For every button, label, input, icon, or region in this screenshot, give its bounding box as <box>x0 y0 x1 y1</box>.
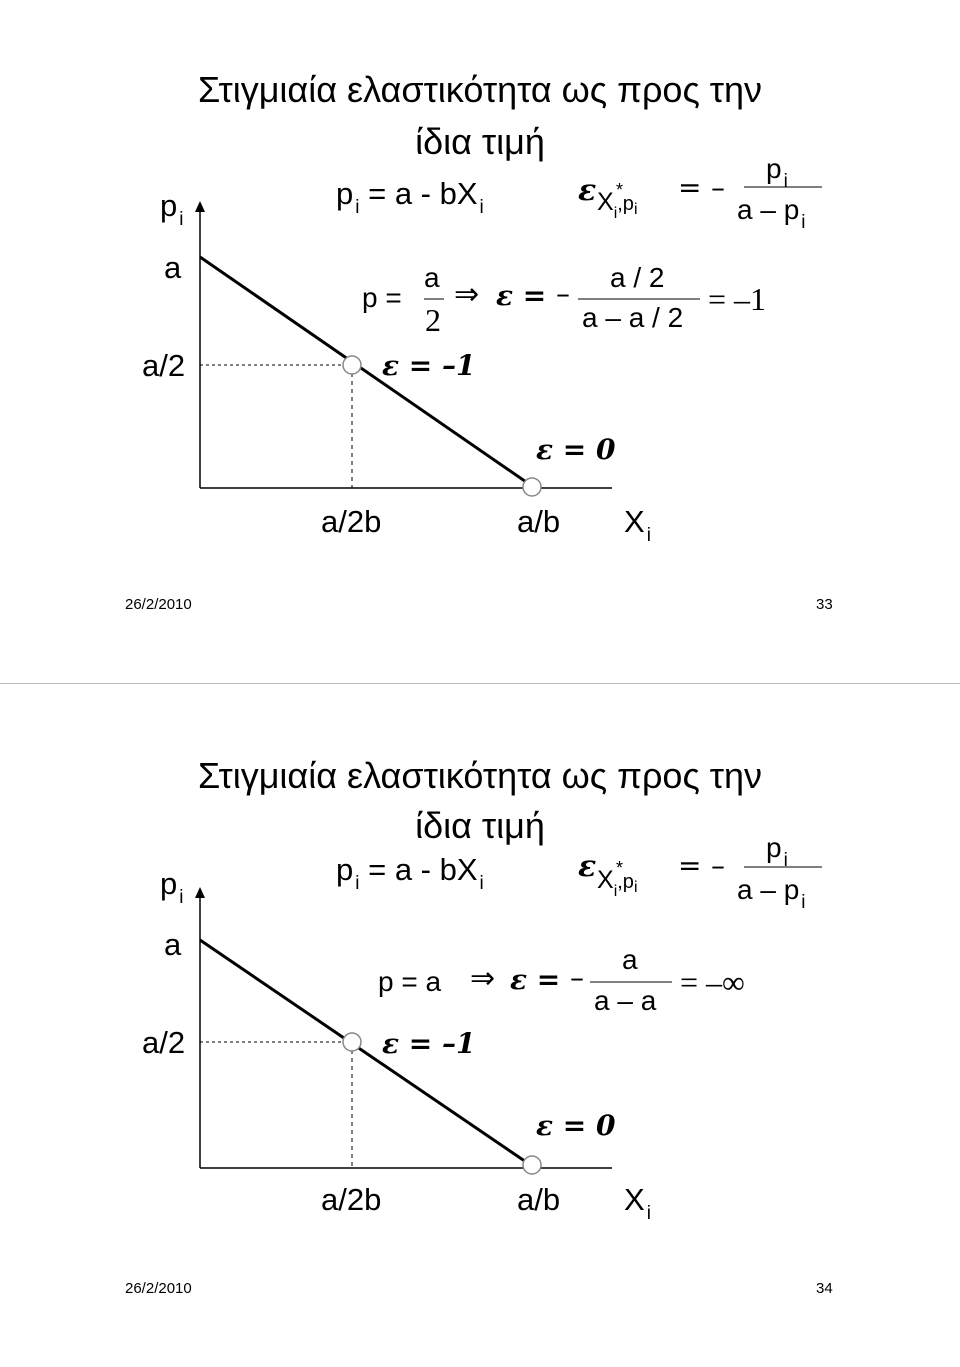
implies-arrow: ⇒ <box>454 277 480 312</box>
point-zero-elastic <box>523 478 541 496</box>
y-tick-a-half: a/2 <box>142 1025 186 1060</box>
point-unit-elastic <box>343 356 361 374</box>
footer-date: 26/2/2010 <box>125 596 192 613</box>
x-tick-a-2b: a/2b <box>321 1182 382 1217</box>
point-unit-elastic <box>343 1033 361 1051</box>
x-axis-label: X $_i$ <box>624 504 651 546</box>
y-axis-label: p $_i$ <box>160 188 184 230</box>
y-tick-a-half: a/2 <box>142 348 186 383</box>
formula-minus: – <box>711 171 725 204</box>
formula-denominator: a – p $_i$ <box>737 194 806 233</box>
y-tick-a: a <box>164 927 182 962</box>
condition-frac2-num: a <box>622 944 638 975</box>
implies-arrow: ⇒ <box>470 961 496 996</box>
y-tick-a: a <box>164 250 182 285</box>
formula-minus: – <box>711 849 725 882</box>
formula-equals: = <box>678 171 702 204</box>
epsilon-symbol: ε <box>578 173 597 208</box>
condition-minus: – <box>570 961 584 994</box>
demand-equation: p $_i$ = a - bX $_i$ <box>336 176 484 218</box>
condition-frac2-den: a – a / 2 <box>582 302 684 333</box>
slide-title-line1: Στιγμιαία ελαστικότητα ως προς την <box>197 755 763 796</box>
footer-date: 26/2/2010 <box>125 1280 192 1297</box>
condition-frac-den: 2 <box>425 302 441 338</box>
x-axis-label: X $_i$ <box>624 1182 651 1224</box>
condition-p-equals: p = a <box>378 966 442 997</box>
slide-title-line2: ίδια τιμή <box>415 121 545 162</box>
slide-title-line2: ίδια τιμή <box>415 805 545 846</box>
elasticity-star: * <box>616 180 624 200</box>
point-zero-elastic <box>523 1156 541 1174</box>
page-number: 33 <box>816 596 833 613</box>
condition-epsilon: ε = <box>496 279 547 312</box>
condition-result: = –1 <box>708 281 767 317</box>
epsilon-unit-label: ε = –1 <box>382 349 476 382</box>
slide-33 <box>0 0 960 683</box>
epsilon-zero-label: ε = 0 <box>536 1109 616 1142</box>
y-axis-arrow <box>195 201 205 212</box>
slide-title-line1: Στιγμιαία ελαστικότητα ως προς την <box>197 69 763 110</box>
formula-numerator: p $_i$ <box>766 832 788 871</box>
y-axis-label: p $_i$ <box>160 866 184 908</box>
epsilon-zero-label: ε = 0 <box>536 433 616 466</box>
x-tick-a-b: a/b <box>517 504 561 539</box>
formula-denominator: a – p $_i$ <box>737 874 806 913</box>
elasticity-star: * <box>616 858 624 878</box>
epsilon-symbol: ε <box>578 849 597 884</box>
x-tick-a-b: a/b <box>517 1182 561 1217</box>
formula-numerator: p $_i$ <box>766 153 788 192</box>
elasticity-subscript: $X_i,pi$ <box>597 866 638 900</box>
demand-equation: p $_i$ = a - bX $_i$ <box>336 852 484 894</box>
condition-result: = –∞ <box>680 964 745 1000</box>
elasticity-subscript: $X_i,pi$ <box>597 188 638 222</box>
slide-34 <box>0 684 960 1367</box>
epsilon-unit-label: ε = –1 <box>382 1027 476 1060</box>
condition-frac2-den: a – a <box>594 985 657 1016</box>
formula-equals: = <box>678 849 702 882</box>
page-number: 34 <box>816 1280 833 1297</box>
condition-minus: – <box>556 277 570 310</box>
condition-p-equals: p = <box>362 282 402 313</box>
y-axis-arrow <box>195 887 205 898</box>
condition-epsilon: ε = <box>510 963 561 996</box>
demand-graph <box>0 0 960 683</box>
condition-frac2-num: a / 2 <box>610 262 665 293</box>
condition-frac-num: a <box>424 262 440 293</box>
x-tick-a-2b: a/2b <box>321 504 382 539</box>
